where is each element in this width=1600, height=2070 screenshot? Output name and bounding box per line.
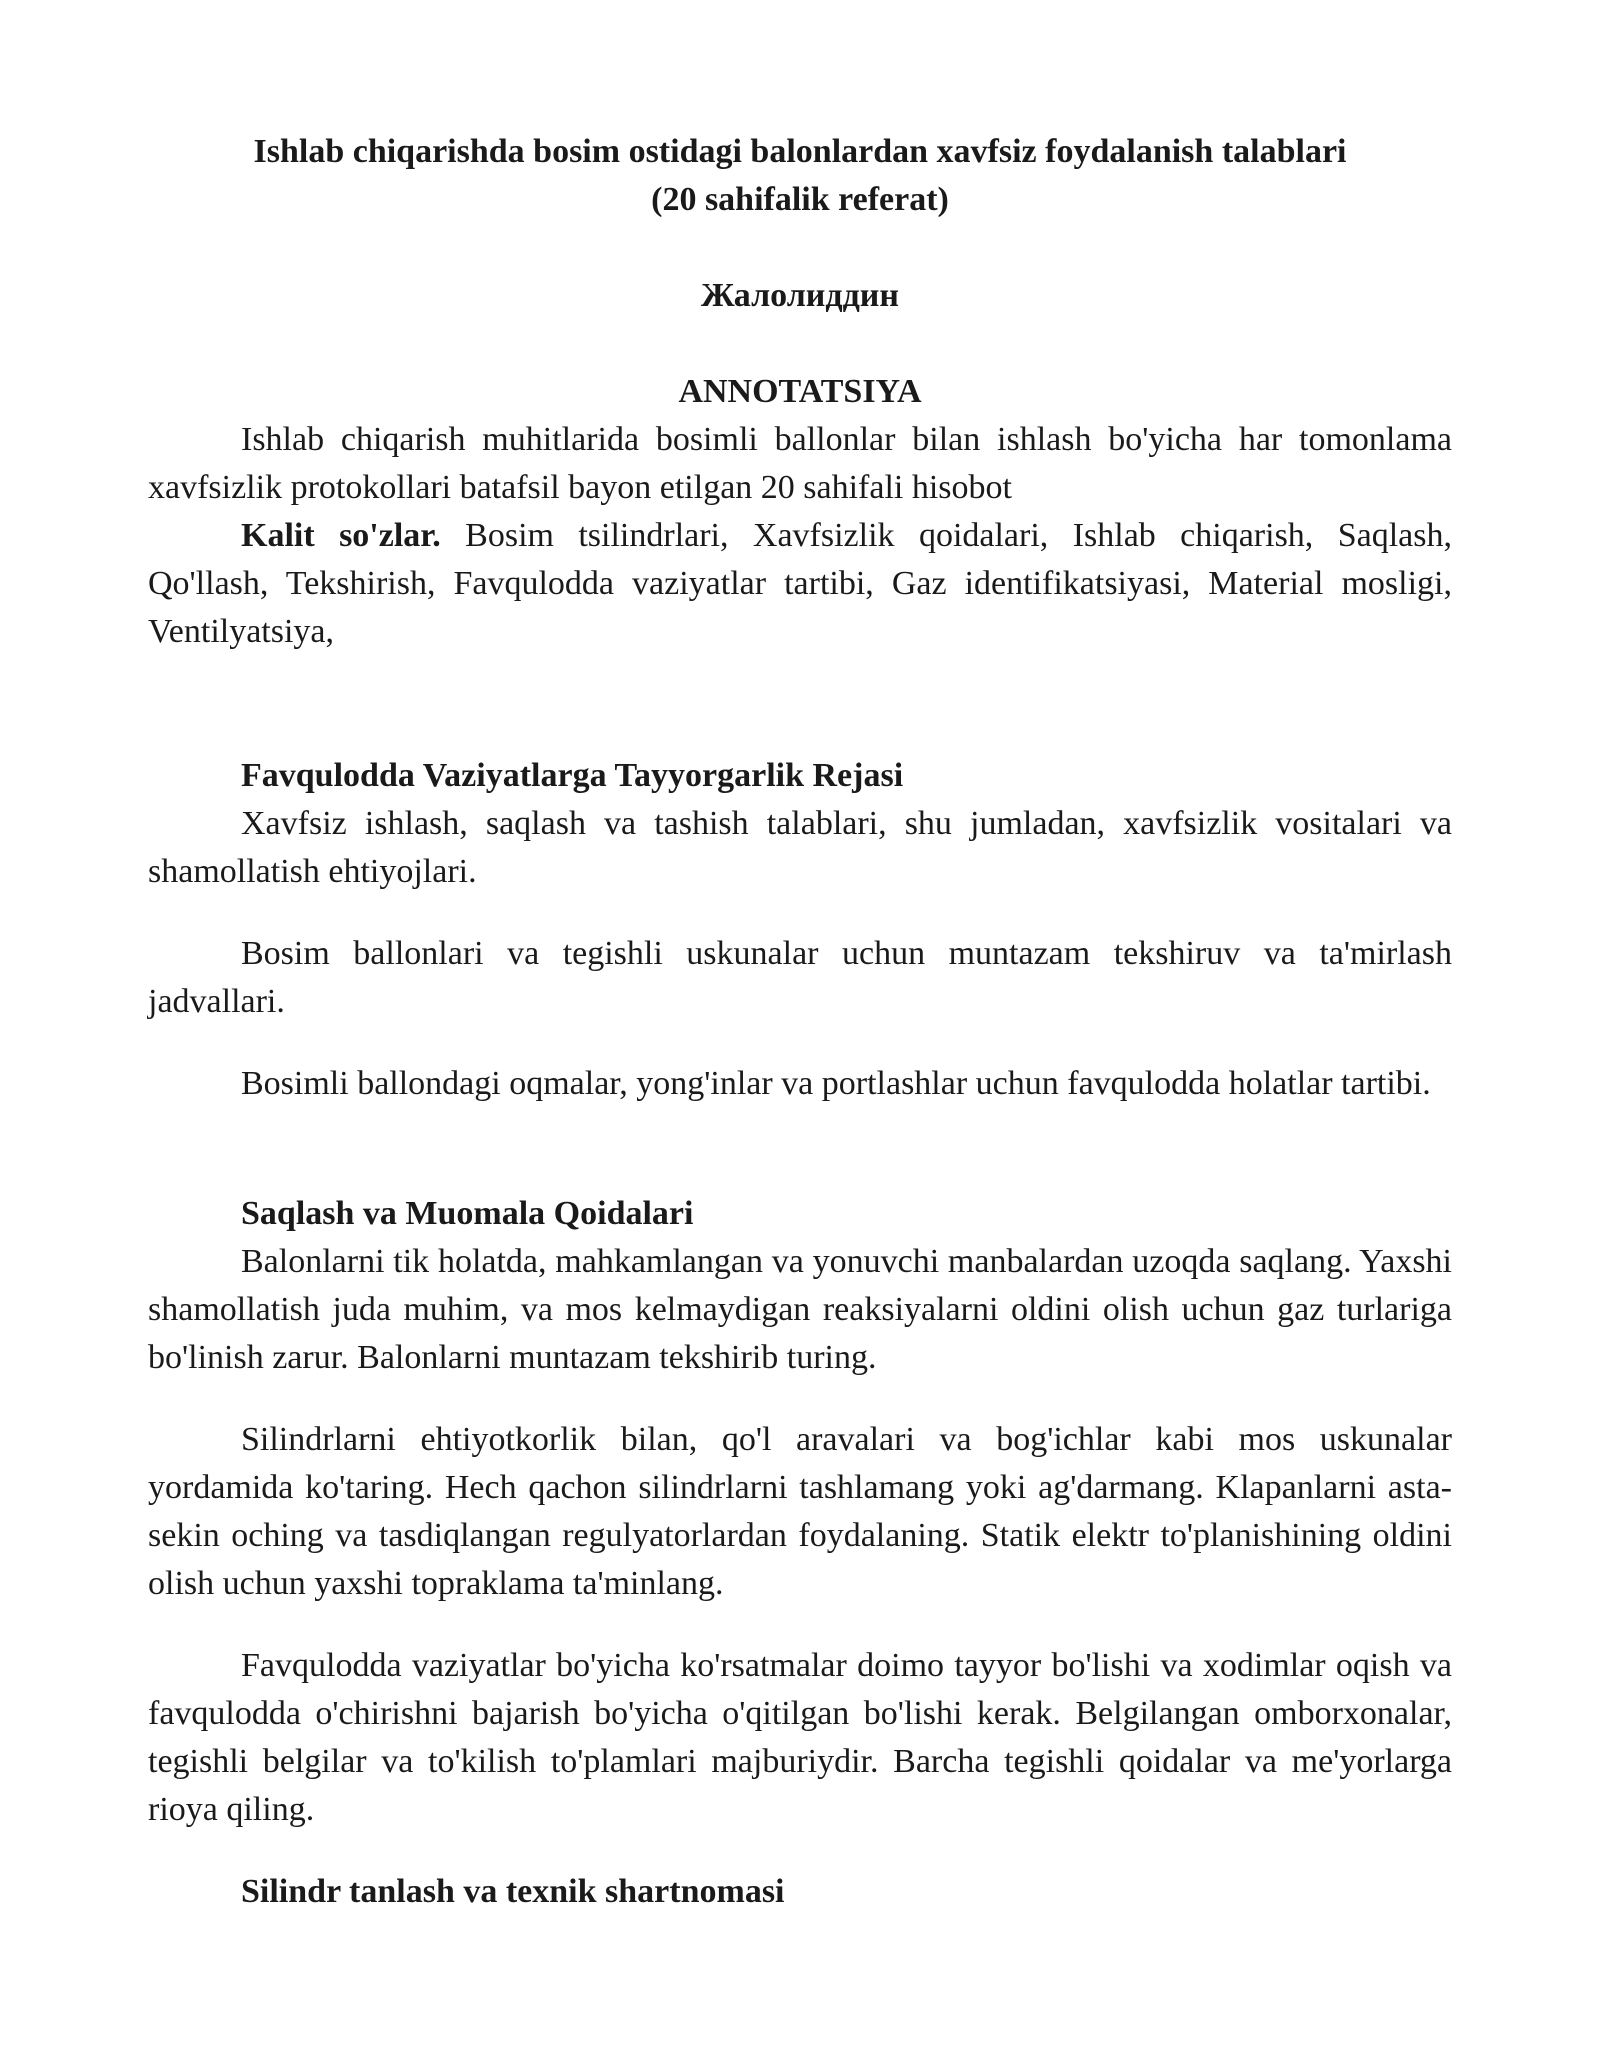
document-title <box>148 128 1452 224</box>
document-page <box>148 128 1452 1916</box>
section-1-paragraph-3: Bosimli ballondagi oqmalar, yong'inlar va portlashlar uchun favqulodda holatlar tartibi. <box>241 1065 1431 1102</box>
annotation-text: Ishlab chiqarish muhitlarida bosimli ballonlar bilan ishlash bo'yicha har tomonlama xavfsizlik protokollari batafsil bayon etilgan 20 sahifali hisobot <box>148 421 1452 506</box>
author-name: Жалолиддин <box>701 277 899 314</box>
title-line-1: Ishlab chiqarishda bosim ostidagi balonlardan xavfsiz foydalanish talablari <box>253 133 1347 170</box>
section-heading-emergency: Favqulodda Vaziyatlarga Tayyorgarlik Rejasi <box>241 757 904 794</box>
section-1-paragraph-1: Xavfsiz ishlash, saqlash va tashish talablari, shu jumladan, xavfsizlik vositalari va shamollatish ehtiyojlari. <box>148 805 1452 890</box>
section-2-paragraph-2: Silindrlarni ehtiyotkorlik bilan, qo'l aravalari va bog'ichlar kabi mos uskunalar yordamida ko'taring. Hech qachon silindrlarni tashlamang yoki ag'darmang. Klapanlarni asta-sekin oching va tasdiqlangan regulyatorlardan foydalaning. Statik elektr to'planishining oldini olish uchun yaxshi topraklama ta'minlang. <box>148 1421 1452 1602</box>
title-line-2: (20 sahifalik referat) <box>651 181 949 218</box>
section-heading-storage: Saqlash va Muomala Qoidalari <box>241 1195 694 1232</box>
keywords-label: Kalit so'zlar. <box>241 517 441 554</box>
section-2-paragraph-1: Balonlarni tik holatda, mahkamlangan va yonuvchi manbalardan uzoqda saqlang. Yaxshi shamollatish juda muhim, va mos kelmaydigan reaksiyalarni oldini olish uchun gaz turlariga bo'linish zarur. Balonlarni muntazam tekshirib turing. <box>148 1243 1452 1376</box>
section-2-paragraph-3: Favqulodda vaziyatlar bo'yicha ko'rsatmalar doimo tayyor bo'lishi va xodimlar oqish va favqulodda o'chirishni bajarish bo'yicha o'qitilgan bo'lishi kerak. Belgilangan omborxonalar, tegishli belgilar va to'kilish to'plamlari majburiydir. Barcha tegishli qoidalar va me'yorlarga rioya qiling. <box>148 1647 1452 1828</box>
annotation-heading: ANNOTATSIYA <box>678 373 922 410</box>
keywords-text: Bosim tsilindrlari, Xavfsizlik qoidalari, Ishlab chiqarish, Saqlash, Qo'llash, Tekshirish, Favqulodda vaziyatlar tartibi, Gaz identifikatsiyasi, Material mosligi, Ventilyatsiya, <box>148 517 1452 650</box>
section-heading-cylinder-selection: Silindr tanlash va texnik shartnomasi <box>241 1873 785 1910</box>
section-1-paragraph-2: Bosim ballonlari va tegishli uskunalar uchun muntazam tekshiruv va ta'mirlash jadvallari. <box>148 935 1452 1020</box>
keywords-paragraph <box>148 512 1452 656</box>
